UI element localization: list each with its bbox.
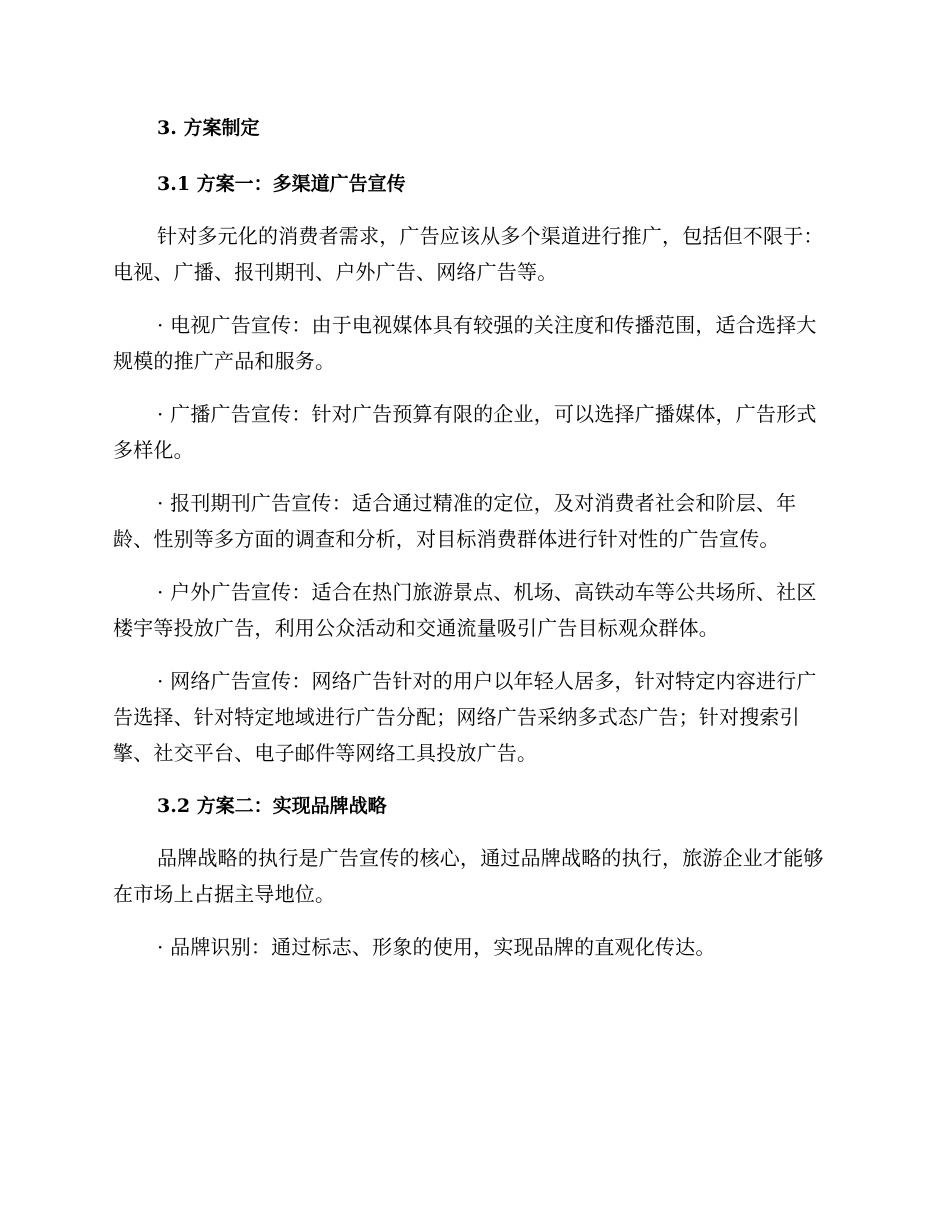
- list-item-print: · 报刊期刊广告宣传：适合通过精准的定位，及对消费者社会和阶层、年龄、性别等多方面的调查和分析，对目标消费群体进行针对性的广告宣传。: [113, 491, 797, 551]
- paragraph-intro-3-2: 品牌战略的执行是广告宣传的核心，通过品牌战略的执行，旅游企业才能够在市场上占据主导地位。: [113, 846, 824, 906]
- list-item-brand-identity: · 品牌识别：通过标志、形象的使用，实现品牌的直观化传达。: [157, 935, 716, 959]
- list-item-online: · 网络广告宣传：网络广告针对的用户以年轻人居多，针对特定内容进行广告选择、针对特定地域进行广告分配；网络广告采纳多式态广告；针对搜索引擎、社交平台、电子邮件等网络工具投放广告。: [113, 669, 817, 765]
- list-item-radio: · 广播广告宣传：针对广告预算有限的企业，可以选择广播媒体，广告形式多样化。: [113, 402, 817, 462]
- list-item-tv: · 电视广告宣传：由于电视媒体具有较强的关注度和传播范围，适合选择大规模的推广产品和服务。: [113, 313, 817, 373]
- section-heading-main: 3. 方案制定: [157, 117, 260, 139]
- paragraph-intro-3-1: 针对多元化的消费者需求，广告应该从多个渠道进行推广，包括但不限于：电视、广播、报刊期刊、户外广告、网络广告等。: [113, 224, 824, 284]
- list-item-outdoor: · 户外广告宣传：适合在热门旅游景点、机场、高铁动车等公共场所、社区楼宇等投放广告，利用公众活动和交通流量吸引广告目标观众群体。: [113, 580, 817, 640]
- section-heading-3-2: 3.2 方案二：实现品牌战略: [157, 795, 387, 817]
- section-heading-3-1: 3.1 方案一：多渠道广告宣传: [157, 173, 406, 195]
